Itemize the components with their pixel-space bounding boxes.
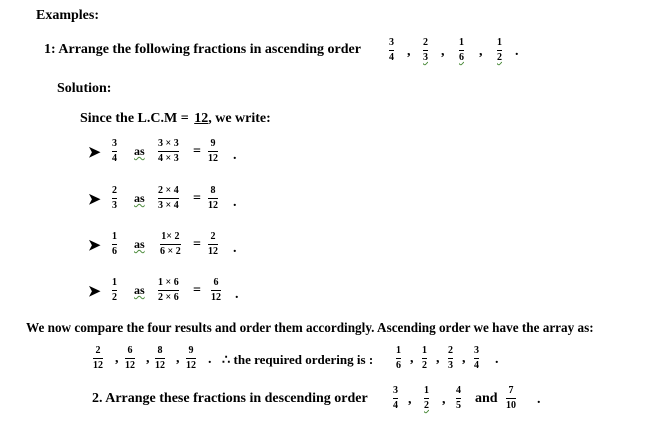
lcm-value: 12	[194, 111, 209, 126]
lcm-suffix: , we write:	[208, 111, 271, 126]
q1-fraction: 3 4	[389, 37, 394, 63]
step-result: 6 12	[211, 277, 221, 303]
compare-text: We now compare the four results and order them accordingly. Ascending order we have the array as:	[26, 320, 594, 335]
equals-sign: =	[193, 237, 201, 252]
equals-sign: =	[193, 144, 201, 159]
solution-label: Solution:	[57, 81, 112, 96]
step-fraction: 2 3	[112, 185, 117, 211]
step-expression: 1× 2 6 × 2	[160, 231, 181, 257]
q2-fraction: 3 4	[393, 385, 398, 411]
step-result: 8 12	[208, 185, 218, 211]
ordering-fraction: 2 3	[448, 345, 453, 371]
as-word: as	[134, 283, 145, 297]
comma: ,	[408, 392, 412, 407]
q2-fraction: 1 2	[424, 385, 429, 411]
lcm-prefix: Since the L.C.M =	[80, 111, 189, 126]
comma: ,	[176, 351, 180, 366]
q2-fraction: 4 5	[456, 385, 461, 411]
comma: ,	[146, 351, 150, 366]
heading: Examples:	[36, 8, 99, 23]
step-result: 2 12	[208, 231, 218, 257]
period: .	[515, 44, 519, 59]
arrow-bullet-icon: ➤	[88, 145, 101, 161]
as-word: as	[134, 237, 145, 251]
period: .	[233, 241, 237, 256]
result-fraction: 8 12	[155, 345, 165, 371]
and-word: and	[475, 391, 498, 406]
arrow-bullet-icon: ➤	[88, 238, 101, 254]
step-expression: 1 × 6 2 × 6	[158, 277, 179, 303]
ordering-fraction: 1 2	[422, 345, 427, 371]
lcm-line	[80, 111, 271, 127]
question-1-text: 1: Arrange the following fractions in ascending order	[44, 42, 361, 57]
step-fraction: 3 4	[112, 138, 117, 164]
step-fraction: 1 6	[112, 231, 117, 257]
comma: ,	[115, 351, 119, 366]
step-expression: 3 × 3 4 × 3	[158, 138, 179, 164]
required-ordering-text: ∴ the required ordering is :	[222, 352, 374, 367]
as-word: as	[134, 144, 145, 158]
step-fraction: 1 2	[112, 277, 117, 303]
arrow-bullet-icon: ➤	[88, 284, 101, 300]
period: .	[495, 352, 499, 367]
ordering-fraction: 3 4	[474, 345, 479, 371]
comma: ,	[410, 351, 414, 366]
ordering-fraction: 1 6	[396, 345, 401, 371]
question-2-text: 2. Arrange these fractions in descending order	[92, 391, 368, 406]
step-result: 9 12	[208, 138, 218, 164]
result-fraction: 6 12	[125, 345, 135, 371]
comma: ,	[462, 351, 466, 366]
arrow-bullet-icon: ➤	[88, 192, 101, 208]
result-fraction: 9 12	[186, 345, 196, 371]
period: .	[235, 287, 239, 302]
q1-fraction: 2 3	[423, 37, 428, 63]
equals-sign: =	[193, 191, 201, 206]
period: .	[537, 392, 541, 407]
comma: ,	[442, 392, 446, 407]
comma: ,	[441, 44, 445, 59]
q1-fraction: 1 2	[497, 37, 502, 63]
comma: ,	[407, 44, 411, 59]
result-fraction: 2 12	[93, 345, 103, 371]
period: .	[233, 195, 237, 210]
as-word: as	[134, 191, 145, 205]
period: .	[233, 148, 237, 163]
period: .	[208, 352, 212, 367]
q2-fraction: 7 10	[506, 385, 516, 411]
comma: ,	[436, 351, 440, 366]
comma: ,	[479, 44, 483, 59]
step-expression: 2 × 4 3 × 4	[158, 185, 179, 211]
q1-fraction: 1 6	[459, 37, 464, 63]
equals-sign: =	[193, 283, 201, 298]
